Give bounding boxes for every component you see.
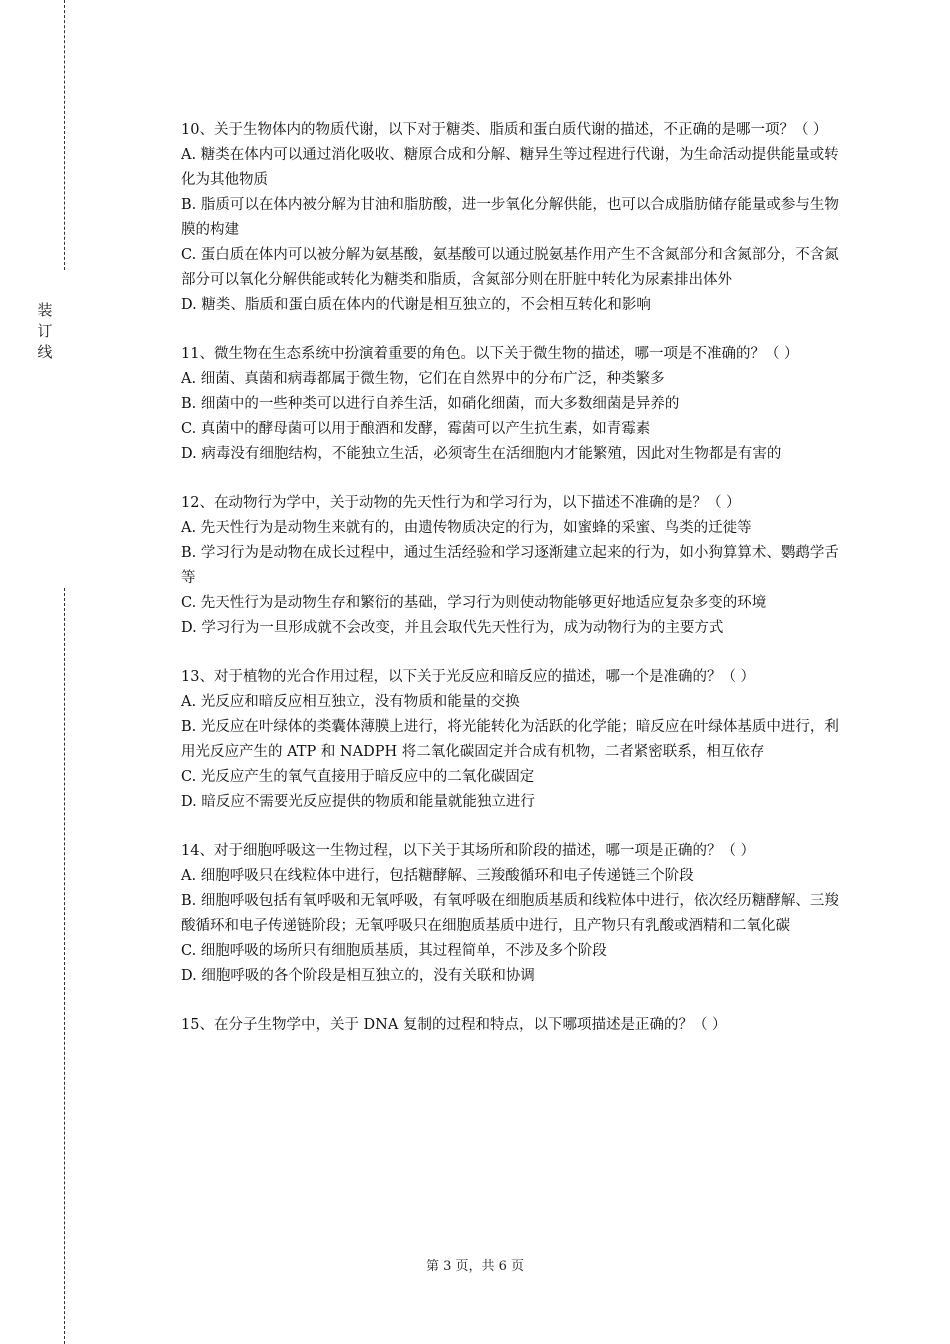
binding-char: 线 — [37, 343, 53, 361]
question-10 — [181, 118, 841, 318]
binding-char: 订 — [37, 322, 53, 340]
question-11 — [181, 342, 841, 467]
question-stem: 15、在分子生物学中，关于 DNA 复制的过程和特点，以下哪项描述是正确的？（ ） — [181, 1017, 727, 1033]
question-12 — [181, 491, 841, 641]
option-d: D. 暗反应不需要光反应提供的物质和能量就能独立进行 — [181, 794, 535, 810]
option-a: A. 先天性行为是动物生来就有的，由遗传物质决定的行为，如蜜蜂的采蜜、鸟类的迁徙等 — [181, 520, 752, 536]
question-stem: 10、关于生物体内的物质代谢，以下对于糖类、脂质和蛋白质代谢的描述，不正确的是哪一项？（ ） — [181, 122, 828, 138]
option-c: C. 蛋白质在体内可以被分解为氨基酸，氨基酸可以通过脱氨基作用产生不含氮部分和含氮部分，不含氮部分可以氧化分解供能或转化为糖类和脂质，含氮部分则在肝脏中转化为尿素排出体外 — [181, 247, 839, 288]
option-c: C. 光反应产生的氧气直接用于暗反应中的二氧化碳固定 — [181, 769, 535, 785]
binding-char: 装 — [37, 301, 53, 319]
option-b: B. 脂质可以在体内被分解为甘油和脂肪酸，进一步氧化分解供能，也可以合成脂肪储存能量或参与生物膜的构建 — [181, 197, 839, 238]
option-a: A. 细菌、真菌和病毒都属于微生物，它们在自然界中的分布广泛，种类繁多 — [181, 371, 665, 387]
option-d: D. 细胞呼吸的各个阶段是相互独立的，没有关联和协调 — [181, 968, 535, 984]
option-c: C. 真菌中的酵母菌可以用于酿酒和发酵，霉菌可以产生抗生素，如青霉素 — [181, 421, 651, 437]
option-a: A. 光反应和暗反应相互独立，没有物质和能量的交换 — [181, 694, 520, 710]
option-b: B. 细菌中的一些种类可以进行自养生活，如硝化细菌，而大多数细菌是异养的 — [181, 396, 680, 412]
option-b: B. 光反应在叶绿体的类囊体薄膜上进行，将光能转化为活跃的化学能；暗反应在叶绿体基质中进行，利用光反应产生的 ATP 和 NADPH 将二氧化碳固定并合成有机物，二者紧密联系，相互依存 — [181, 719, 839, 760]
option-d: D. 糖类、脂质和蛋白质在体内的代谢是相互独立的，不会相互转化和影响 — [181, 297, 651, 313]
option-c: C. 细胞呼吸的场所只有细胞质基质，其过程简单，不涉及多个阶段 — [181, 943, 607, 959]
question-14 — [181, 839, 841, 989]
binding-line-bottom — [64, 588, 65, 1344]
option-d: D. 病毒没有细胞结构，不能独立生活，必须寄生在活细胞内才能繁殖，因此对生物都是有害的 — [181, 446, 782, 462]
question-stem: 13、对于植物的光合作用过程，以下关于光反应和暗反应的描述，哪一个是准确的？（ ） — [181, 669, 756, 685]
option-b: B. 细胞呼吸包括有氧呼吸和无氧呼吸，有氧呼吸在细胞质基质和线粒体中进行，依次经历糖酵解、三羧酸循环和电子传递链阶段；无氧呼吸只在细胞质基质中进行，且产物只有乳酸或酒精和二氧化碳 — [181, 893, 839, 934]
binding-label — [34, 300, 56, 363]
option-a: A. 细胞呼吸只在线粒体中进行，包括糖酵解、三羧酸循环和电子传递链三个阶段 — [181, 868, 694, 884]
binding-line-top — [64, 0, 65, 270]
option-a: A. 糖类在体内可以通过消化吸收、糖原合成和分解、糖异生等过程进行代谢，为生命活动提供能量或转化为其他物质 — [181, 147, 839, 188]
question-13 — [181, 665, 841, 815]
question-stem: 11、微生物在生态系统中扮演着重要的角色。以下关于微生物的描述，哪一项是不准确的？（ ） — [181, 346, 799, 362]
question-stem: 12、在动物行为学中，关于动物的先天性行为和学习行为，以下描述不准确的是？（ ） — [181, 495, 741, 511]
question-15 — [181, 1013, 841, 1038]
question-stem: 14、对于细胞呼吸这一生物过程，以下关于其场所和阶段的描述，哪一项是正确的？（ ） — [181, 843, 756, 859]
option-c: C. 先天性行为是动物生存和繁衍的基础，学习行为则使动物能够更好地适应复杂多变的环境 — [181, 595, 767, 611]
option-b: B. 学习行为是动物在成长过程中，通过生活经验和学习逐渐建立起来的行为，如小狗算算术、鹦鹉学舌等 — [181, 545, 839, 586]
option-d: D. 学习行为一旦形成就不会改变，并且会取代先天性行为，成为动物行为的主要方式 — [181, 620, 724, 636]
question-list — [181, 118, 841, 1062]
page-number: 第 3 页，共 6 页 — [425, 1259, 525, 1274]
